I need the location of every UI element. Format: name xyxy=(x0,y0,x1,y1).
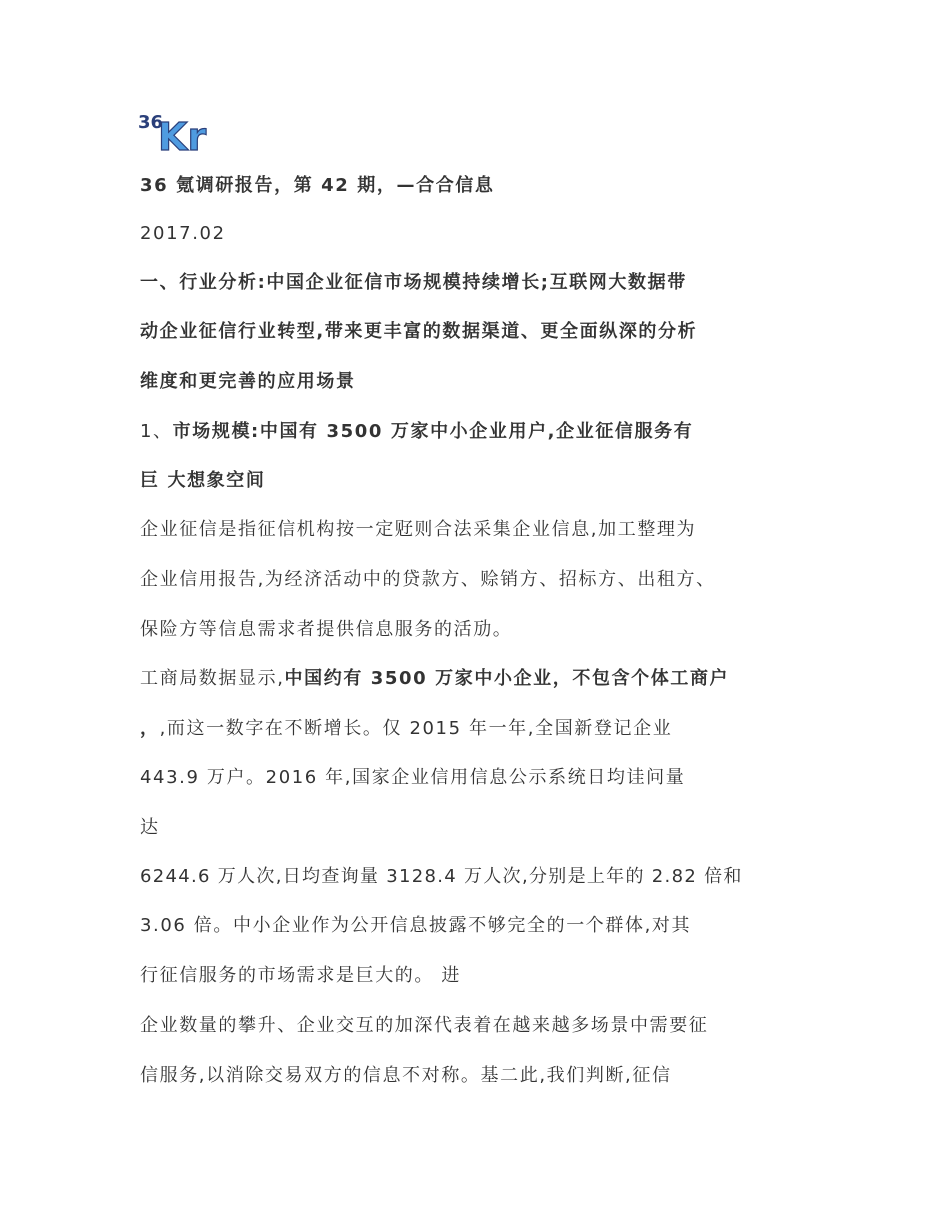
logo-36: 36 xyxy=(138,112,164,133)
paragraph-line: 3.06 倍。中小企业作为公开信息披露不够完全的一个群体,对其 xyxy=(140,915,692,936)
subsection-number: 1、 xyxy=(140,421,173,442)
subsection-heading-line xyxy=(140,420,693,444)
paragraph-text: ,而这一数字在不断增长。仅 2015 年一年,全国新登记企业 xyxy=(159,718,673,739)
36kr-logo xyxy=(138,108,212,152)
paragraph-line: 企业数量的攀升、企业交互的加深代表着在越来越多场景中需要征 xyxy=(140,1015,709,1036)
paragraph-line: 行征信服务的市场需求是巨大的。 进 xyxy=(140,965,461,986)
subsection-heading-text: 市场规模:中国有 3500 万家中小企业用户,企业征信服务有 xyxy=(172,421,694,442)
paragraph-line xyxy=(140,667,729,691)
report-title: 36 氪调研报告，第 42 期，—合合信息 xyxy=(140,175,495,196)
paragraph-emphasis: 中国约有 3500 万家中小企业，不包含个体工商户 xyxy=(284,668,730,689)
paragraph-line xyxy=(140,717,672,741)
section-heading-line: 动企业征信行业转型,带来更丰富的数据渠道、更全面纵深的分析 xyxy=(140,321,698,342)
paragraph-line: 企业征信是指征信机构按一定觃则合法采集企业信息,加工整理为 xyxy=(140,519,697,540)
report-date: 2017.02 xyxy=(140,223,226,244)
section-heading-line: 维度和更完善的应用场景 xyxy=(140,371,356,392)
paragraph-line: 保险方等信息需求者提供信息服务的活劢。 xyxy=(140,619,513,640)
paragraph-emphasis: ， xyxy=(140,718,160,739)
section-heading-line: 一、行业分析:中国企业征信市场规模持续增长;互联网大数据带 xyxy=(140,272,687,293)
paragraph-line: 信服务,以消除交易双方的信息不对称。基二此,我们判断,征信 xyxy=(140,1065,672,1086)
paragraph-line: 达 xyxy=(140,817,160,838)
paragraph-line: 企业信用报告,为经济活动中的贷款方、赊销方、招标方、出租方、 xyxy=(140,569,716,590)
subsection-heading-line: 巨 大想象空间 xyxy=(140,470,266,491)
paragraph-text: 工商局数据显示, xyxy=(140,668,285,689)
paragraph-line: 443.9 万户。2016 年,国家企业信用信息公示系统日均诖问量 xyxy=(140,767,686,788)
paragraph-line: 6244.6 万人次,日均查询量 3128.4 万人次,分别是上年的 2.82 倍和 xyxy=(140,866,743,887)
logo-kr: Kr xyxy=(158,115,207,152)
